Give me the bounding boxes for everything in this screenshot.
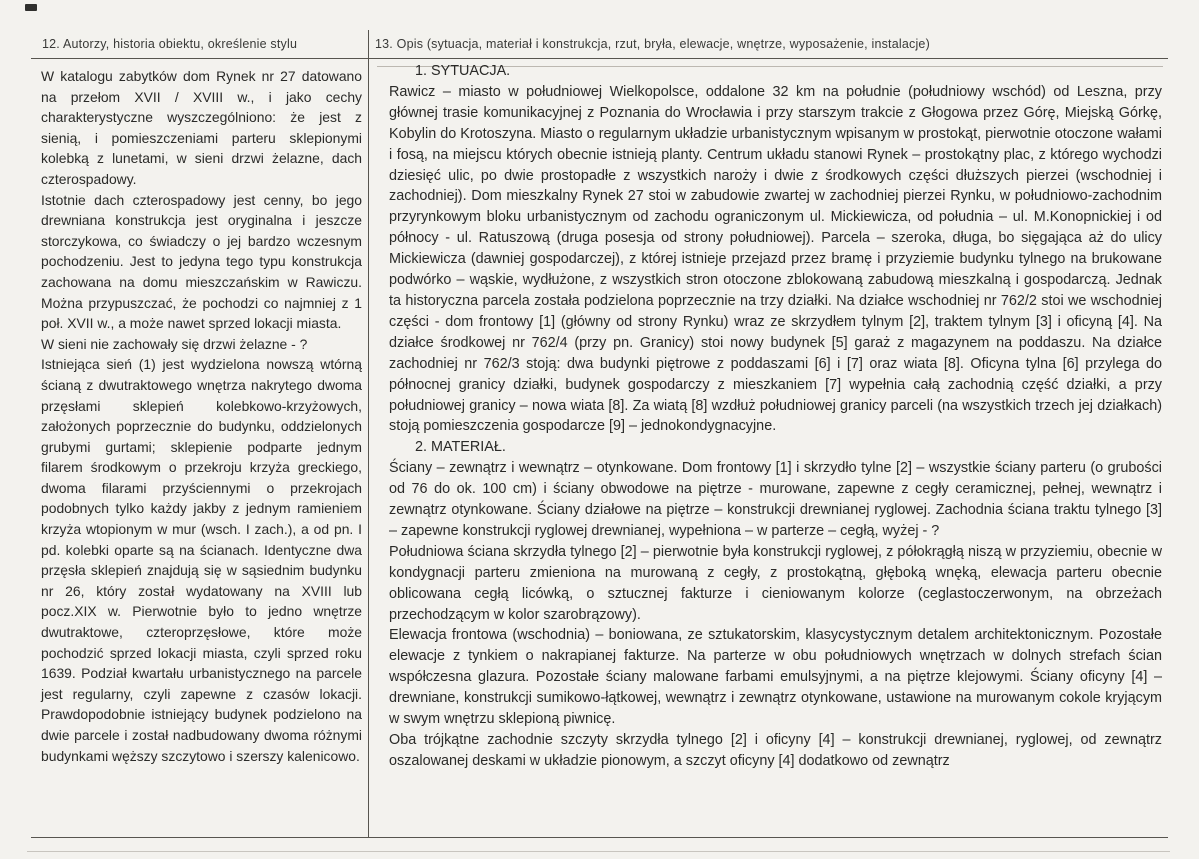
material-paragraph-3: Elewacja frontowa (wschodnia) – boniowana, ze sztukatorskim, klasycystycznym detalem architektonicznym. Pozostałe elewacje z tynkiem o nakrapianej fakturze. Na parterze w obu południowych wnętrzach w dolnych strefach ścian współczesna glazura. Pozostałe ściany malowane farbami emulsyjnymi, a na piętrze klejowymi. Ściany oficyny [4] – drewniane, konstrukcji sumikowo-łątkowej, wewnątrz i zewnątrz otynkowane, ustawione na murowanym cokole kryjącym w swym wnętrzu sklepioną piwnicę. (389, 627, 1162, 728)
header-rule (31, 58, 1168, 59)
left-paragraph-2: Istotnie dach czterospadowy jest cenny, bo jego drewniana konstrukcja jest oryginalna i jeszcze storczykowa, co świadczy o jej bardzo wczesnym pochodzeniu. Jest to jedyna tego typu konstrukcja zachowana na domu mieszczańskim w Rawiczu. Można przypuszczać, że pochodzi co najmniej z 1 poł. XVII w., a może nawet sprzed lokacji miasta. (41, 191, 362, 332)
left-paragraph-4: Istniejąca sień (1) jest wydzielona nowszą wtórną ścianą z dwutraktowego wnętrza nakrytego dwoma przęsłami sklepień kolebkowo-krzyżowych, założonych poprzecznie do budynku, oddzielonych grubymi gurtami; sklepienie podparte jednym filarem środkowym o przekroju krzyża greckiego, dwoma filarami przyściennymi o przekrojach podobnych tylko każdy jakby z jednym ramieniem krzyża wtopionym w mur (wsch. I zach.), a od pn. I pd. kolebki oparte są na ścianach. Identyczne dwa przęsła sklepień znajdują się w sąsiednim budynku nr 26, który został wydatowany na XVIII lub pocz.XIX w. Pierwotnie było to jedno wnętrze dwutraktowe, czteroprzęsłowe, które może pochodzić sprzed lokacji miasta, czyli sprzed roku 1639. Podział kwartału urbanistycznego na parcele jest regularny, czyli zapewne z czasów lokacji. Prawdopodobnie istniejący budynek podzielono na dwie parcele i został nadbudowany dwoma różnymi budynkami węższy szczytowo i szerszy kalenicowo. (41, 356, 362, 764)
column-divider-line (368, 30, 369, 838)
footer-rule (31, 837, 1168, 838)
scan-corner-mark (25, 4, 37, 11)
material-paragraph-2: Południowa ściana skrzydła tylnego [2] – pierwotnie była konstrukcji ryglowej, z półokrągłą niszą w przyziemiu, obecnie w kondygnacji parteru zmieniona na murowaną z cegły, z prostokątną, głęboką wnęką, elewacja parteru obecnie oblicowana cegłą licówką, o sztucznej fakturze i cieniowanym kolorze (ceglastoczerwonym, na obrzeżach przechodzącym w kolor szarobrązowy). (389, 543, 1162, 623)
header-section-12: 12. Autorzy, historia obiektu, określenie stylu (42, 37, 298, 51)
heading-sytuacja: 1. SYTUACJA. (415, 63, 511, 79)
page-edge-line (27, 851, 1170, 852)
material-paragraph-1: Ściany – zewnątrz i wewnątrz – otynkowane. Dom frontowy [1] i skrzydło tylne [2] – wszystkie ściany parteru (o grubości od 76 do ok. 100 cm) i ściany obwodowe na piętrze - murowane, zapewne z cegły ceramicznej, pełnej, wewnątrz i zewnątrz otynkowane. Ściany działowe na piętrze – konstrukcji drewnianej ryglowej. Zachodnia ściana traktu tylnego [3] – zapewne konstrukcji ryglowej drewnianej, wypełniona – w parterze – cegłą, wyżej - ? (389, 460, 1162, 539)
heading-material: 2. MATERIAŁ. (415, 439, 506, 456)
material-paragraph-4: Oba trójkątne zachodnie szczyty skrzydła tylnego [2] i oficyny [4] – konstrukcji drewnianej, ryglowej, od zewnątrz oszalowanej deskami w układzie pionowym, a szczyt oficyny [4] dodatkowo od zewnątrz (389, 732, 1162, 769)
left-column-text (41, 66, 362, 766)
sytuacja-paragraph: Rawicz – miasto w południowej Wielkopolsce, oddalone 32 km na południe (południowy wschód) od Leszna, przy głównej trasie komunikacyjnej z Poznania do Wrocławia i przy starszym trakcie z Głogowa przez Górę, Miejską Górkę, Kobylin do Krotoszyna. Miasto o regularnym układzie urbanistycznym wpisanym w prostokąt, pierwotnie otoczone wałami i fosą, na miejscu których obecnie istnieją planty. Centrum układu stanowi Rynek – prostokątny plac, z którego wychodzi dziesięć ulic, po dwie prostopadłe z wszystkich naroży i dwie z środkowych części dłuższych pierzei (wschodniej i zachodniej). Dom mieszkalny Rynek 27 stoi w zabudowie zwartej w zachodniej pierzei Rynku, w południowo-zachodnim przyrynkowym bloku urbanistycznym od zachodu ograniczonym ul. Mickiewicza, od południa – ul. M.Konopnickiej i od północy - ul. Ratuszową (druga posesja od strony południowej). Parcela – szeroka, długa, bo sięgająca aż do ulicy Mickiewicza (dawniej gospodarczej), z której istnieje przejazd przez bramę i przyziemie budynku tylnego na brukowane podwórko – wąskie, wydłużone, z wszystkich stron otoczone zblokowaną zabudową mieszkalną i gospodarczą. Jednak ta historyczna parcela została podzielona poprzecznie na trzy działki. Na działce wschodniej nr 762/2 stoi we wschodniej części - dom frontowy [1] (główny od strony Rynku) wraz ze skrzydłem tylnym [2], traktem tylnym [3] i oficyną [4]. Na działce środkowej nr 762/4 (przy pn. Granicy) stoi nowy budynek [5] garaż z magazynem na poddaszu. Na działce zachodniej nr 762/3 stoją: dwa budynki piętrowe z poddaszami [6] i [7] oraz wiata [8]. Oficyna tylna [6] przylega do północnej granicy działki, budynek gospodarczy z mieszkaniem [7] wypełnia całą zachodnią część działki, a przy południowej granicy – nowa wiata [8]. Za wiatą [8] wzdłuż południowej granicy parceli (na wszystkich trzech jej działkach) stoją pomieszczenia gospodarcze [9] – jednokondygnacyjne. (389, 83, 1162, 435)
right-column-text (389, 61, 1162, 772)
left-paragraph-3: W sieni nie zachowały się drzwi żelazne - ? (41, 335, 308, 352)
left-paragraph-1: W katalogu zabytków dom Rynek nr 27 datowano na przełom XVII / XVIII w., i jako cechy charakterystyczne wyszczególniono: że jest z sienią, i pomieszczeniami parteru sklepionymi kolebką z lunetami, w sieni drzwi żelazne, dach czterospadowy. (41, 68, 362, 187)
header-section-13: 13. Opis (sytuacja, materiał i konstrukcja, rzut, bryła, elewacje, wnętrze, wyposażenie, instalacje) (375, 37, 930, 51)
